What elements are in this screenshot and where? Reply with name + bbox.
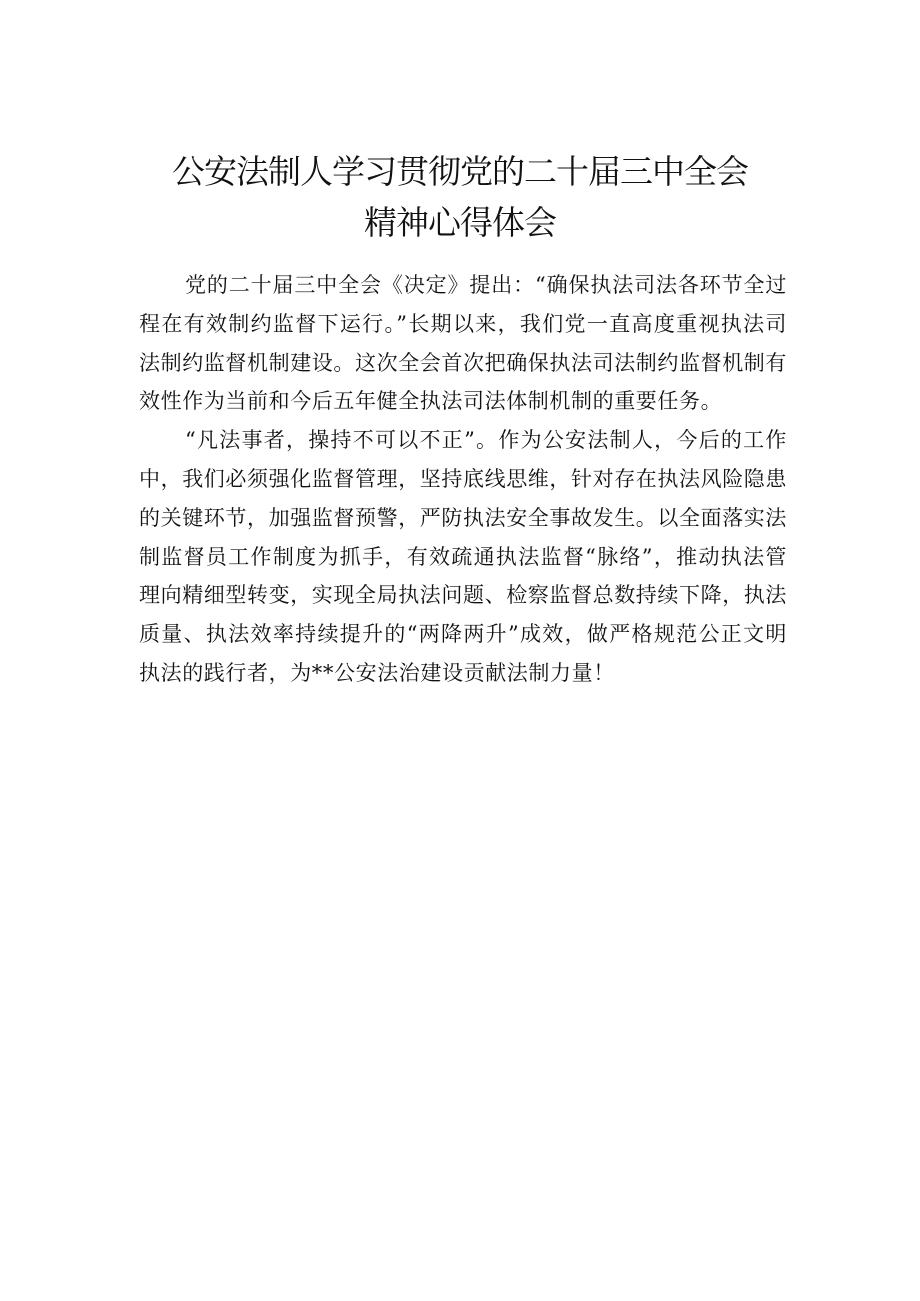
title-line-2: 精神心得体会 [364,203,556,242]
paragraph-2: “凡法事者，操持不可以不正”。作为公安法制人，今后的工作中，我们必须强化监督管理，坚持底线思维，针对存在执法风险隐患的关键环节，加强监督预警，严防执法安全事故发生。以全面落实法制监督员工作制度为抓手，有效疏通执法监督“脉络”，推动执法管理向精细型转变，实现全局执法问题、检察监督总数持续下降，执法质量、执法效率持续提升的“两降两升”成效，做严格规范公正文明执法的践行者，为**公安法治建设贡献法制力量！ [139,428,787,685]
paragraph-1: 党的二十届三中全会《决定》提出：“确保执法司法各环节全过程在有效制约监督下运行。”长期以来，我们党一直高度重视执法司法制约监督机制建设。这次全会首次把确保执法司法制约监督机制有效性作为当前和今后五年健全执法司法体制机制的重要任务。 [139,273,787,414]
title-line-1: 公安法制人学习贯彻党的二十届三中全会 [172,152,748,191]
document-body [139,266,787,693]
document-title [0,146,920,248]
